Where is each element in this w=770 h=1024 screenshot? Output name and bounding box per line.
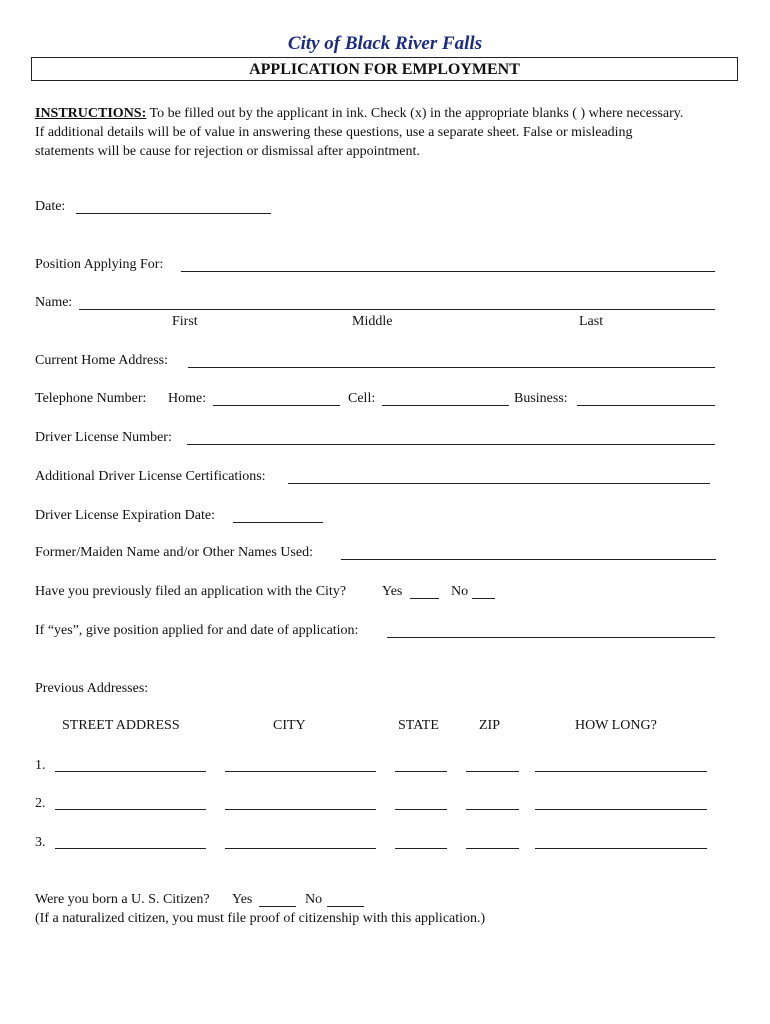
row2-state-field[interactable]	[395, 809, 447, 810]
if-yes-label: If “yes”, give position applied for and date of application:	[35, 623, 359, 638]
name-middle-caption: Middle	[352, 314, 393, 329]
telephone-label: Telephone Number:	[35, 391, 147, 406]
name-last-caption: Last	[579, 314, 604, 329]
row2-how-long-field[interactable]	[535, 809, 707, 810]
license-expiration-label: Driver License Expiration Date:	[35, 508, 215, 523]
instructions-heading: INSTRUCTIONS:	[35, 106, 147, 121]
column-zip: ZIP	[479, 718, 500, 733]
row1-street-field[interactable]	[55, 771, 206, 772]
phone-business-field[interactable]	[577, 405, 715, 406]
citizenship-no-field[interactable]	[327, 906, 364, 907]
previous-application-no-field[interactable]	[472, 598, 495, 599]
previous-application-label: Have you previously filed an application with the City?	[35, 584, 347, 599]
license-number-field[interactable]	[187, 444, 715, 445]
address-row-number: 2.	[35, 796, 46, 811]
name-label: Name:	[35, 295, 73, 310]
license-certs-field[interactable]	[288, 483, 710, 484]
row3-how-long-field[interactable]	[535, 848, 707, 849]
row1-city-field[interactable]	[225, 771, 376, 772]
phone-business-label: Business:	[514, 391, 568, 406]
previous-addresses-label: Previous Addresses:	[35, 681, 149, 696]
instructions-text: To be filled out by the applicant in ink. Check (x) in the appropriate blanks ( ) where necessary. If additional details will be of value in answering these questions, use a separate sheet. False or misleading statements will be cause for rejection or dismissal after appointment.	[35, 106, 684, 159]
if-yes-field[interactable]	[387, 637, 715, 638]
name-field[interactable]	[79, 309, 715, 310]
phone-cell-label: Cell:	[348, 391, 376, 406]
date-label: Date:	[35, 199, 66, 214]
row3-street-field[interactable]	[55, 848, 206, 849]
column-state: STATE	[398, 718, 439, 733]
license-certs-label: Additional Driver License Certifications:	[35, 469, 266, 484]
citizenship-question: Were you born a U. S. Citizen?	[35, 892, 210, 907]
row1-how-long-field[interactable]	[535, 771, 707, 772]
column-how-long: HOW LONG?	[575, 718, 657, 733]
form-title: APPLICATION FOR EMPLOYMENT	[31, 57, 738, 81]
position-field[interactable]	[181, 271, 715, 272]
citizenship-no-label: No	[305, 892, 323, 907]
name-first-caption: First	[172, 314, 198, 329]
position-label: Position Applying For:	[35, 257, 164, 272]
row3-zip-field[interactable]	[466, 848, 519, 849]
address-row-number: 1.	[35, 758, 46, 773]
previous-application-yes-field[interactable]	[410, 598, 439, 599]
date-field[interactable]	[76, 213, 271, 214]
citizenship-yes-field[interactable]	[259, 906, 296, 907]
address-row-number: 3.	[35, 835, 46, 850]
row2-zip-field[interactable]	[466, 809, 519, 810]
instructions	[35, 104, 695, 161]
row2-street-field[interactable]	[55, 809, 206, 810]
license-number-label: Driver License Number:	[35, 430, 172, 445]
phone-home-field[interactable]	[213, 405, 340, 406]
row1-state-field[interactable]	[395, 771, 447, 772]
former-names-field[interactable]	[341, 559, 716, 560]
previous-application-yes-label: Yes	[382, 584, 403, 599]
column-street-address: STREET ADDRESS	[62, 718, 180, 733]
phone-cell-field[interactable]	[382, 405, 509, 406]
address-label: Current Home Address:	[35, 353, 168, 368]
citizenship-yes-label: Yes	[232, 892, 253, 907]
organization-title: City of Black River Falls	[287, 33, 483, 54]
row2-city-field[interactable]	[225, 809, 376, 810]
former-names-label: Former/Maiden Name and/or Other Names Used:	[35, 545, 313, 560]
row1-zip-field[interactable]	[466, 771, 519, 772]
citizenship-note: (If a naturalized citizen, you must file proof of citizenship with this application.)	[35, 911, 486, 926]
row3-state-field[interactable]	[395, 848, 447, 849]
license-expiration-field[interactable]	[233, 522, 323, 523]
previous-application-no-label: No	[451, 584, 469, 599]
column-city: CITY	[273, 718, 306, 733]
address-field[interactable]	[188, 367, 715, 368]
row3-city-field[interactable]	[225, 848, 376, 849]
phone-home-label: Home:	[168, 391, 207, 406]
